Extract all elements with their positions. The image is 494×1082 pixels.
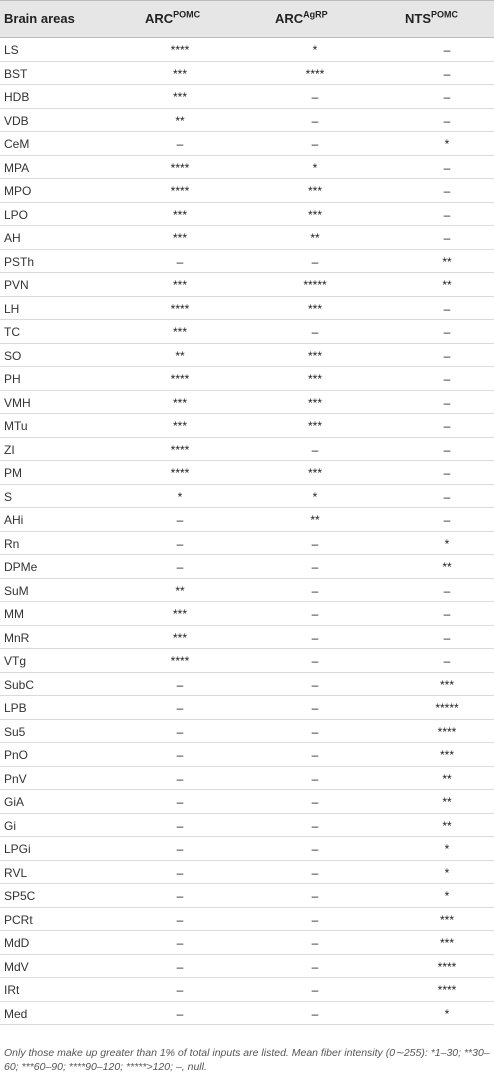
area-cell: LPO [4,207,29,222]
arc-agrp-cell: – [311,536,319,551]
header-arc-agrp [275,11,328,26]
area-cell: BST [4,66,28,81]
arc-agrp-cell: – [311,442,319,457]
area-cell: MPA [4,160,30,175]
table-body [0,38,494,1025]
arc-agrp-cell: *** [307,372,322,386]
nts-pomc-cell: – [443,184,451,198]
arc-agrp-cell: – [311,889,319,903]
arc-pomc-cell: – [176,865,184,880]
header-nts-pomc-base: NTS [405,11,431,26]
arc-pomc-cell: **** [170,442,190,457]
arc-agrp-cell: – [311,654,319,668]
table-row [0,109,494,133]
arc-pomc-cell: – [176,889,184,903]
arc-agrp-cell: – [311,724,319,739]
arc-agrp-cell: – [311,818,319,833]
area-cell: SO [4,348,22,363]
arc-pomc-cell: *** [172,395,187,410]
arc-agrp-cell: – [311,865,319,880]
table-row [0,485,494,509]
table-row [0,414,494,438]
arc-agrp-cell: – [311,325,319,339]
area-cell: GiA [4,795,25,809]
arc-pomc-cell: – [176,513,184,527]
nts-pomc-cell: – [443,654,451,668]
arc-pomc-cell: – [176,959,184,974]
arc-agrp-cell: – [311,113,319,128]
nts-pomc-cell: – [443,207,451,222]
arc-agrp-cell: ** [310,231,320,245]
arc-agrp-cell: *** [307,466,322,480]
area-cell: MdV [4,959,29,974]
table-row [0,861,494,885]
arc-pomc-cell: – [176,912,184,927]
table-row [0,461,494,485]
header-arc-pomc-base: ARC [145,11,174,26]
arc-pomc-cell: **** [170,654,190,668]
nts-pomc-cell: – [443,90,451,104]
table-footnote: Only those make up greater than 1% of total inputs are listed. Mean fiber intensity (0∼255): *1–30; **30–60; ***60–90; ****90–120; *****>120; –, null. [4,1047,490,1073]
arc-agrp-cell: – [311,983,319,997]
area-cell: VDB [4,113,29,128]
area-cell: PSTh [4,254,35,269]
nts-pomc-cell: – [443,372,451,386]
arc-agrp-cell: – [311,560,319,574]
header-arc-agrp-base: ARC [275,11,304,26]
nts-pomc-cell: ** [442,818,452,833]
arc-pomc-cell: **** [170,301,190,316]
nts-pomc-cell: * [444,536,450,551]
arc-pomc-cell: – [176,701,184,715]
arc-pomc-cell: – [176,536,184,551]
table-row [0,649,494,673]
nts-pomc-cell: – [443,43,451,57]
arc-agrp-cell: – [311,959,319,974]
nts-pomc-cell: ** [442,254,452,269]
table-row [0,955,494,979]
arc-pomc-cell: – [176,254,184,269]
arc-pomc-cell: *** [172,66,187,81]
table-row [0,250,494,274]
header-arc-pomc-sup: POMC [173,9,201,20]
table-row [0,1002,494,1026]
area-cell: VTg [4,654,27,668]
arc-agrp-cell: – [311,254,319,269]
arc-pomc-cell: **** [170,372,190,386]
arc-pomc-cell: *** [172,90,187,104]
area-cell: DPMe [4,560,38,574]
area-cell: LS [4,43,19,57]
area-cell: PnV [4,771,27,786]
arc-agrp-cell: *** [307,348,322,363]
table-row [0,156,494,180]
arc-pomc-cell: **** [170,43,190,57]
table-row [0,508,494,532]
arc-pomc-cell: *** [172,607,187,621]
arc-pomc-cell: – [176,677,184,692]
area-cell: Med [4,1006,28,1021]
table-row [0,790,494,814]
arc-agrp-cell: – [311,936,319,950]
arc-agrp-cell: *** [307,184,322,198]
arc-pomc-cell: – [176,724,184,739]
table-row [0,203,494,227]
arc-agrp-cell: ***** [303,278,327,292]
nts-pomc-cell: **** [437,724,457,739]
area-cell: AHi [4,513,24,527]
nts-pomc-cell: – [443,325,451,339]
nts-pomc-cell: – [443,513,451,527]
area-cell: LPB [4,701,27,715]
table-row [0,273,494,297]
table-row [0,179,494,203]
arc-pomc-cell: **** [170,160,190,175]
nts-pomc-cell: ** [442,560,452,574]
table-row [0,767,494,791]
table-row [0,837,494,861]
arc-agrp-cell: * [312,43,318,57]
area-cell: MM [4,607,24,621]
arc-agrp-cell: *** [307,419,322,433]
nts-pomc-cell: – [443,348,451,363]
nts-pomc-cell: – [443,489,451,504]
arc-agrp-cell: – [311,771,319,786]
table-row [0,532,494,556]
table-row [0,367,494,391]
arc-agrp-cell: – [311,795,319,809]
area-cell: PH [4,372,21,386]
nts-pomc-cell: *** [439,912,454,927]
nts-pomc-cell: * [444,889,450,903]
arc-agrp-cell: * [312,489,318,504]
arc-pomc-cell: – [176,771,184,786]
header-arc-agrp-sup: AgRP [303,9,328,20]
nts-pomc-cell: – [443,466,451,480]
nts-pomc-cell: – [443,583,451,598]
table-row [0,931,494,955]
arc-pomc-cell: **** [170,466,190,480]
area-cell: IRt [4,983,20,997]
area-cell: PnO [4,748,29,762]
arc-agrp-cell: – [311,748,319,762]
nts-pomc-cell: – [443,231,451,245]
arc-pomc-cell: *** [172,278,187,292]
area-cell: TC [4,325,20,339]
arc-pomc-cell: *** [172,325,187,339]
area-cell: CeM [4,137,30,151]
arc-pomc-cell: **** [170,184,190,198]
area-cell: LPGi [4,842,31,856]
arc-pomc-cell: – [176,795,184,809]
area-cell: MdD [4,936,30,950]
header-nts-pomc [405,11,458,26]
area-cell: ZI [4,442,15,457]
table-row [0,226,494,250]
nts-pomc-cell: ***** [435,701,459,715]
arc-pomc-cell: – [176,983,184,997]
table-row [0,85,494,109]
table-row [0,978,494,1002]
arc-agrp-cell: – [311,1006,319,1021]
arc-agrp-cell: ** [310,513,320,527]
nts-pomc-cell: * [444,842,450,856]
area-cell: MnR [4,630,30,645]
arc-pomc-cell: ** [175,583,185,598]
table-header [0,0,494,38]
table-row [0,344,494,368]
table-row [0,555,494,579]
nts-pomc-cell: – [443,301,451,316]
table-row [0,297,494,321]
table-row [0,438,494,462]
arc-pomc-cell: – [176,842,184,856]
area-cell: PCRt [4,912,33,927]
area-cell: S [4,489,13,504]
nts-pomc-cell: – [443,607,451,621]
area-cell: PM [4,466,22,480]
arc-agrp-cell: – [311,607,319,621]
header-nts-pomc-sup: POMC [431,9,458,20]
header-arc-pomc [145,11,200,26]
area-cell: VMH [4,395,31,410]
arc-pomc-cell: *** [172,630,187,645]
arc-agrp-cell: * [312,160,318,175]
nts-pomc-cell: – [443,630,451,645]
area-cell: MPO [4,184,32,198]
nts-pomc-cell: *** [439,936,454,950]
table-row [0,320,494,344]
table-row [0,391,494,415]
nts-pomc-cell: **** [437,959,457,974]
arc-agrp-cell: **** [305,66,325,81]
nts-pomc-cell: * [444,1006,450,1021]
area-cell: LH [4,301,20,316]
header-brain-areas: Brain areas [4,11,75,26]
nts-pomc-cell: *** [439,748,454,762]
area-cell: Su5 [4,724,26,739]
nts-pomc-cell: **** [437,983,457,997]
table-row [0,673,494,697]
area-cell: SP5C [4,889,36,903]
arc-pomc-cell: – [176,748,184,762]
area-cell: Gi [4,818,16,833]
arc-pomc-cell: *** [172,207,187,222]
table-row [0,743,494,767]
arc-agrp-cell: – [311,912,319,927]
area-cell: SuM [4,583,29,598]
arc-agrp-cell: – [311,842,319,856]
arc-pomc-cell: * [177,489,183,504]
arc-agrp-cell: – [311,677,319,692]
arc-pomc-cell: ** [175,113,185,128]
table-row [0,908,494,932]
arc-agrp-cell: *** [307,301,322,316]
arc-agrp-cell: *** [307,395,322,410]
arc-pomc-cell: – [176,818,184,833]
nts-pomc-cell: – [443,442,451,457]
table-row [0,62,494,86]
table-row [0,602,494,626]
area-cell: SubC [4,677,35,692]
nts-pomc-cell: ** [442,795,452,809]
arc-pomc-cell: – [176,936,184,950]
table-row [0,579,494,603]
nts-pomc-cell: ** [442,771,452,786]
arc-agrp-cell: – [311,583,319,598]
area-cell: AH [4,231,21,245]
table-row [0,626,494,650]
arc-pomc-cell: – [176,560,184,574]
arc-pomc-cell: – [176,137,184,151]
area-cell: Rn [4,536,20,551]
arc-pomc-cell: ** [175,348,185,363]
arc-pomc-cell: – [176,1006,184,1021]
nts-pomc-cell: – [443,160,451,175]
arc-agrp-cell: – [311,630,319,645]
area-cell: RVL [4,865,28,880]
table-row [0,696,494,720]
nts-pomc-cell: – [443,395,451,410]
arc-pomc-cell: *** [172,419,187,433]
table-row [0,720,494,744]
nts-pomc-cell: ** [442,278,452,292]
arc-agrp-cell: *** [307,207,322,222]
nts-pomc-cell: * [444,137,450,151]
arc-agrp-cell: – [311,701,319,715]
arc-pomc-cell: *** [172,231,187,245]
arc-agrp-cell: – [311,90,319,104]
nts-pomc-cell: – [443,419,451,433]
nts-pomc-cell: * [444,865,450,880]
nts-pomc-cell: – [443,113,451,128]
table-row [0,884,494,908]
table-row [0,814,494,838]
nts-pomc-cell: *** [439,677,454,692]
table-row [0,132,494,156]
area-cell: HDB [4,90,30,104]
nts-pomc-cell: – [443,66,451,81]
table-row [0,38,494,62]
area-cell: MTu [4,419,28,433]
arc-agrp-cell: – [311,137,319,151]
area-cell: PVN [4,278,29,292]
